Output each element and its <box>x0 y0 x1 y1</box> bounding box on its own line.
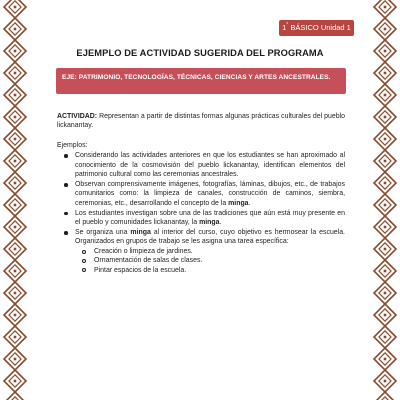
activity-text: Representan a partir de distintas formas algunas prácticas culturales del pueblo lickanantay. <box>57 113 345 130</box>
border-center-dot <box>14 6 17 9</box>
item-text: Considerando las actividades anteriores en que los estudiantes se han aproximado al conocimiento de la cosmovisión del pueblo lickanantay, identifican elementos del patrimonio cultural como las ceremonias ancestrales. <box>75 152 345 179</box>
item-text-start: Se organiza una <box>75 228 131 236</box>
border-center-dot <box>14 248 17 251</box>
border-center-dot <box>14 160 17 163</box>
sublist-item: Creación o limpieza de jardines. <box>94 247 345 256</box>
grade-number: 1 <box>282 23 287 32</box>
border-center-dot <box>14 336 17 339</box>
activity-label: ACTIVIDAD: <box>57 113 98 120</box>
border-center-dot <box>384 138 387 141</box>
border-center-dot <box>14 314 17 317</box>
border-center-dot <box>14 28 17 31</box>
list-item <box>75 209 345 228</box>
border-pattern-icon <box>370 0 400 400</box>
border-center-dot <box>384 314 387 317</box>
border-center-dot <box>384 6 387 9</box>
sublist-item: Pintar espacios de la escuela. <box>94 266 345 275</box>
border-center-dot <box>14 292 17 295</box>
item-text: al interior del curso, cuyo objetivo es hermosear la escuela. Organizados en grupos de trabajo se les asigna una tarea específica: <box>75 228 345 246</box>
border-center-dot <box>384 182 387 185</box>
border-center-dot <box>384 248 387 251</box>
border-center-dot <box>384 28 387 31</box>
border-diamond <box>4 0 26 18</box>
border-center-dot <box>384 226 387 229</box>
sublist-item: Ornamentación de salas de clases. <box>94 256 345 265</box>
border-diamond <box>374 0 396 18</box>
left-decorative-border <box>0 0 30 400</box>
border-center-dot <box>14 72 17 75</box>
list-item <box>75 151 345 179</box>
border-center-dot <box>384 380 387 383</box>
page-title: EJEMPLO DE ACTIVIDAD SUGERIDA DEL PROGRAMA <box>76 48 324 58</box>
grade-superscript: ° <box>286 22 289 28</box>
unit-tab-label: BÁSICO Unidad 1 <box>288 23 351 32</box>
item-text: Los estudiantes investigan sobre una de las tradiciones que aún está muy presente en el pueblo y comunidades lickanantay, la <box>75 209 345 227</box>
unit-tab <box>279 20 354 36</box>
border-pattern-icon <box>0 0 30 400</box>
item-bold: minga <box>130 228 151 236</box>
examples-list <box>57 151 345 275</box>
border-center-dot <box>384 50 387 53</box>
examples-label: Ejemplos: <box>57 141 88 149</box>
border-center-dot <box>384 204 387 207</box>
border-center-dot <box>14 358 17 361</box>
item-text: Observan comprensivamente imágenes, fotografías, láminas, dibujos, etc., de trabajos comunitarios como: la limpieza de canales, construcción de caminos, siembra, ceremonias, etc., desarrollando el concepto de la <box>75 180 345 207</box>
right-decorative-border <box>370 0 400 400</box>
border-center-dot <box>384 336 387 339</box>
border-center-dot <box>384 94 387 97</box>
border-center-dot <box>14 204 17 207</box>
activity-content <box>57 112 345 276</box>
axis-banner <box>56 68 346 94</box>
item-bold: minga <box>199 219 220 227</box>
border-center-dot <box>14 380 17 383</box>
list-item <box>75 180 345 208</box>
border-center-dot <box>384 292 387 295</box>
task-sublist <box>75 247 345 275</box>
item-text-end: . <box>219 219 222 227</box>
border-center-dot <box>14 50 17 53</box>
item-bold: minga <box>228 199 249 207</box>
border-center-dot <box>14 116 17 119</box>
border-center-dot <box>14 270 17 273</box>
border-center-dot <box>384 358 387 361</box>
border-center-dot <box>384 270 387 273</box>
border-center-dot <box>384 72 387 75</box>
border-center-dot <box>14 138 17 141</box>
item-text-end: . <box>248 199 251 207</box>
border-center-dot <box>14 94 17 97</box>
axis-label: EJE: PATRIMONIO, TECNOLOGÍAS, TÉCNICAS, CIENCIAS Y ARTES ANCESTRALES. <box>62 74 331 81</box>
list-item <box>75 228 345 275</box>
border-center-dot <box>14 226 17 229</box>
border-center-dot <box>384 160 387 163</box>
activity-paragraph <box>57 112 345 131</box>
border-center-dot <box>384 116 387 119</box>
border-center-dot <box>14 182 17 185</box>
